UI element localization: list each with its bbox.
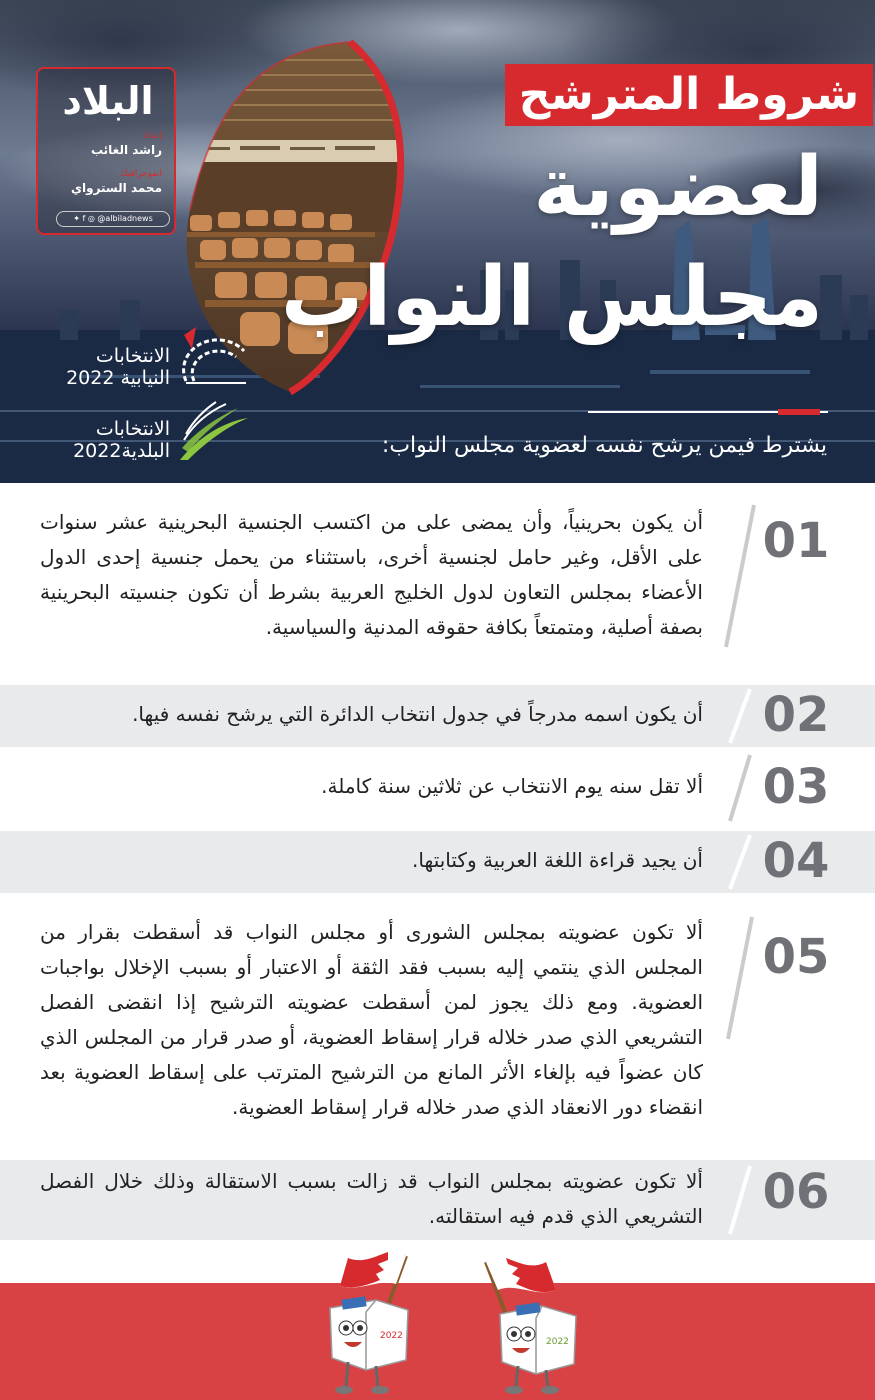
svg-text:2022: 2022 <box>546 1337 569 1347</box>
condition-number: 02 <box>762 687 830 743</box>
ballot-box-mascot-left <box>318 1248 428 1396</box>
twitter-icon: ✦ <box>73 214 80 223</box>
condition-text: أن يجيد قراءة اللغة العربية وكتابتها. <box>412 848 703 872</box>
svg-text:2022: 2022 <box>380 1331 403 1341</box>
decorative-accent <box>778 409 820 415</box>
condition-row-06 <box>0 1160 875 1240</box>
hero-header <box>0 0 875 483</box>
infographic-label: انفوجرافيك <box>120 169 162 179</box>
condition-row-04 <box>0 831 875 893</box>
albilad-logo: البلاد <box>62 79 154 123</box>
parliamentary-election-icon <box>176 325 250 389</box>
title-line-1: شروط المترشح <box>505 64 873 126</box>
title-line-2: لعضوية <box>533 140 823 235</box>
ballot-box-mascot-right <box>480 1252 590 1396</box>
prepared-label: إعداد <box>142 131 162 141</box>
condition-number: 06 <box>762 1164 830 1220</box>
facebook-icon: f <box>82 214 86 223</box>
condition-number: 03 <box>762 759 830 815</box>
condition-row-03 <box>0 747 875 831</box>
condition-row-01 <box>0 483 875 685</box>
condition-number: 04 <box>762 833 830 889</box>
municipal-elections-label <box>73 418 170 462</box>
municipal-line1: الانتخابات <box>95 418 170 440</box>
albilad-logo-box <box>36 67 176 235</box>
prepared-by: راشد الغائب <box>90 143 162 157</box>
divider-slash <box>720 833 760 891</box>
municipal-election-icon <box>176 400 252 464</box>
condition-text: ألا تكون عضويته بمجلس الشورى أو مجلس النواب قد أسقطت بقرار من المجلس الذي ينتمي إليه بسبب فقد الثقة أو الاعتبار أو بسبب الإخلال بواجبات العضوية. ومع ذلك يجوز لمن أسقطت عضويته الترشيح إذا انقضى الفصل التشريعي الذي صدر خلاله قرار إسقاط العضوية، أو صدر قرار من المجلس الذي كان عضواً فيه بإلغاء الأثر المانع من الترشيح المترتب على إسقاط العضوية بعد انقضاء دور الانعقاد الذي صدر خلاله قرار إسقاط العضوية. <box>40 920 703 1119</box>
divider-slash <box>720 913 760 1043</box>
divider-slash <box>720 1164 760 1236</box>
condition-number: 05 <box>762 929 830 985</box>
title-line-3: مجلس النواب <box>280 250 823 345</box>
subtitle: يشترط فيمن يرشح نفسه لعضوية مجلس النواب: <box>381 433 827 458</box>
divider-slash <box>720 753 760 823</box>
parliamentary-line1: الانتخابات <box>95 345 170 367</box>
condition-row-02 <box>0 685 875 747</box>
municipal-line2: البلدية2022 <box>73 440 170 462</box>
condition-number: 01 <box>762 513 830 569</box>
divider-slash <box>720 687 760 745</box>
condition-text: ألا تكون عضويته بمجلس النواب قد زالت بسبب الاستقالة وذلك خلال الفصل التشريعي الذي قدم فيه استقالته. <box>40 1169 703 1228</box>
footer-band <box>0 1283 875 1400</box>
condition-text: ألا تقل سنه يوم الانتخاب عن ثلاثين سنة كاملة. <box>321 774 703 798</box>
divider-slash <box>720 501 760 651</box>
condition-row-05 <box>0 893 875 1160</box>
parliamentary-line2: النيابية 2022 <box>66 367 170 389</box>
instagram-icon: ◎ <box>87 214 95 223</box>
social-handle: @albiladnews <box>97 214 153 223</box>
condition-text: أن يكون اسمه مدرجاً في جدول انتخاب الدائرة التي يرشح نفسه فيها. <box>132 702 703 726</box>
parliamentary-elections-label <box>66 345 170 389</box>
infographic-by: محمد السترواي <box>71 181 162 195</box>
condition-text: أن يكون بحرينياً، وأن يمضى على من اكتسب الجنسية البحرينية عشر سنوات على الأقل، وغير حامل لجنسية أخرى، باستثناء من يحمل جنسية إحدى الدول الأعضاء بمجلس التعاون لدول الخليج العربية بشرط أن تكون جنسيته البحرينية بصفة أصلية، ومتمتعاً بكافة حقوقه المدنية والسياسية. <box>40 510 703 639</box>
social-handle-pill[interactable] <box>56 211 170 227</box>
